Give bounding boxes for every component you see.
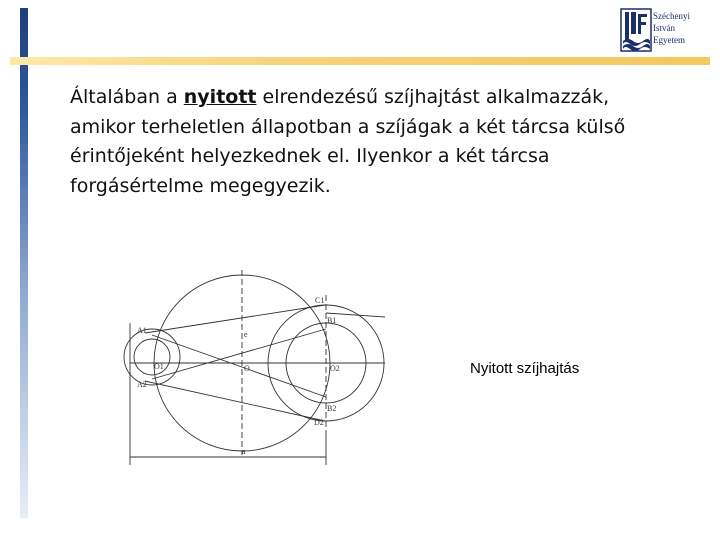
- label-a: a: [242, 447, 246, 456]
- logo-wordmark: [653, 10, 690, 46]
- driver-pulley-outer: [124, 329, 180, 385]
- label-b1: B1: [327, 316, 337, 325]
- label-o: O: [244, 364, 250, 373]
- label-c1: C1: [315, 296, 325, 305]
- label-a2: A2: [137, 380, 147, 389]
- text-line-2: amikor terheletlen állapotban a szíjágak a két tárcsa külső: [70, 115, 626, 138]
- label-b2: B2: [327, 404, 337, 413]
- logo-line-3: Egyetem: [653, 35, 685, 45]
- logo-line-2: István: [653, 23, 675, 33]
- emphasized-word: nyitott: [183, 86, 257, 108]
- driver-pulley-inner: [134, 339, 170, 375]
- label-o1: O1: [154, 362, 164, 371]
- label-d2: D2: [314, 418, 324, 427]
- text-line-4: forgásértelme megegyezik.: [70, 174, 331, 197]
- logo-line-1: Széchenyi: [653, 11, 690, 21]
- university-logo: [620, 8, 720, 52]
- text-line-3: érintőjeként helyezkednek el. Ilyenkor a két tárcsa: [70, 145, 550, 167]
- header-rule: [10, 57, 710, 65]
- logo-emblem-icon: [620, 8, 652, 52]
- label-a1: A1: [137, 326, 147, 335]
- text-line-1: Általában a nyitott elrendezésű szíjhajtást alkalmazzák,: [70, 86, 610, 108]
- cross-line-2: [152, 329, 326, 379]
- belt-drive-diagram: [110, 265, 510, 520]
- label-e: e: [244, 330, 248, 339]
- label-o2: O2: [330, 364, 340, 373]
- slide-body-text: [70, 83, 690, 201]
- left-accent-bar: [20, 8, 28, 518]
- figure-caption: Nyitott szíjhajtás: [470, 360, 580, 377]
